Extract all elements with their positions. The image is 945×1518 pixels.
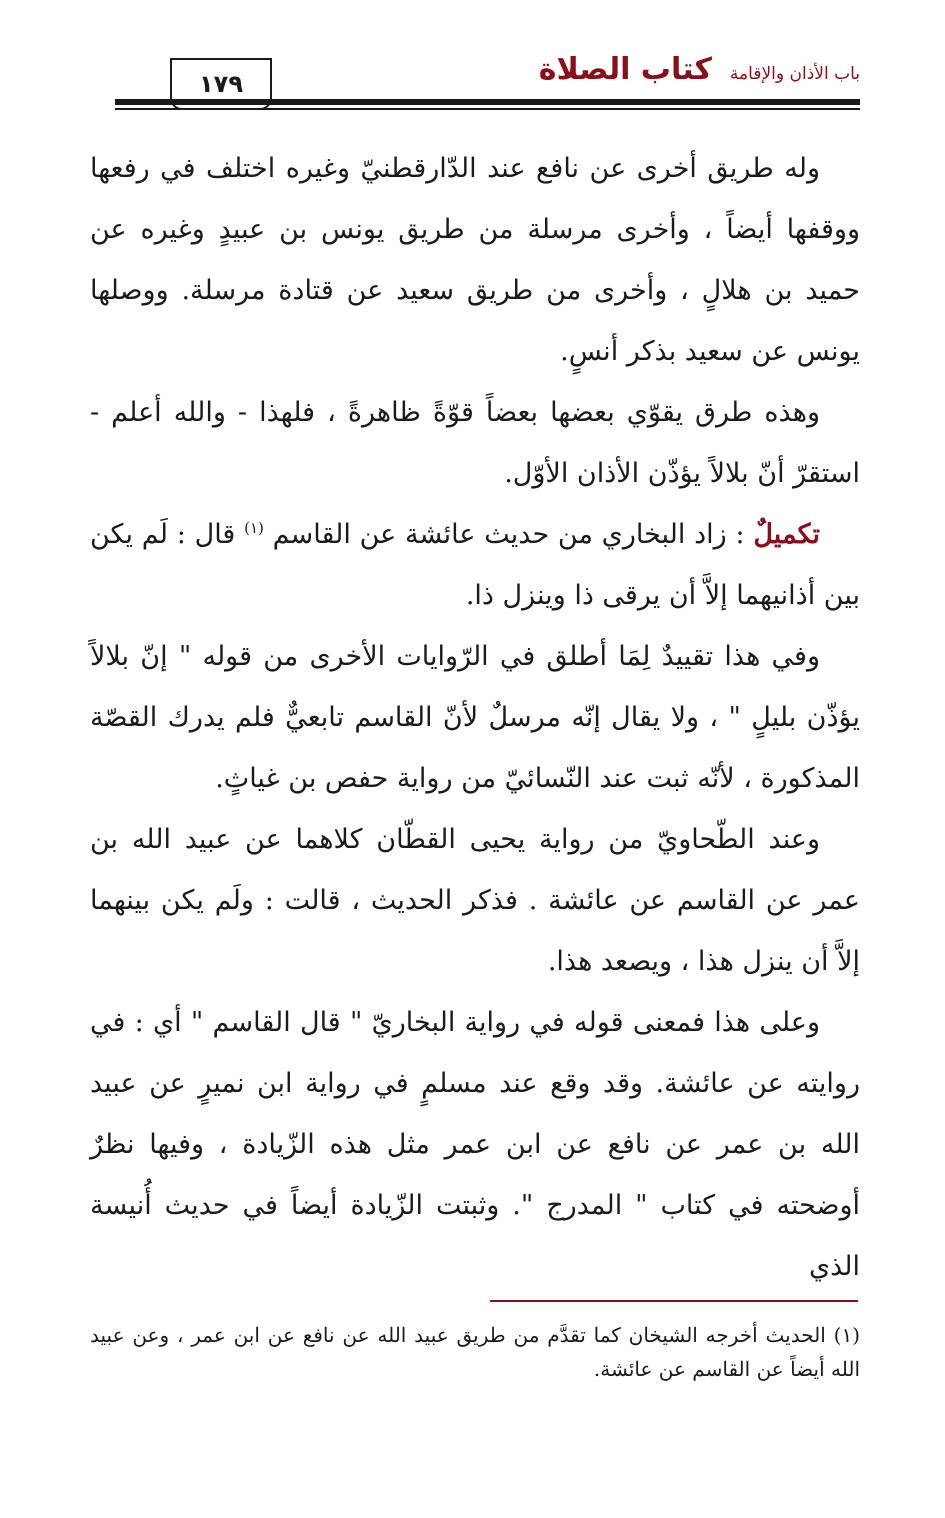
paragraph-6: وعلى هذا فمعنى قوله في رواية البخاريّ " قال القاسم " أي : في روايته عن عائشة. وقد وقع عند مسلمٍ في رواية ابن نميرٍ عن عبيد الله بن عمر عن نافع عن ابن عمر مثل هذه الزّيادة ، وفيها نظرٌ أوضحته في كتاب " المدرج ". وثبتت الزّيادة أيضاً في حديث أُنيسة الذي bbox=[90, 1007, 860, 1282]
paragraph-5: وعند الطّحاويّ من رواية يحيى القطّان كلاهما عن عبيد الله بن عمر عن القاسم عن عائشة . فذكر الحديث ، قالت : ولَم يكن بينهما إلاَّ أن ينزل هذا ، ويصعد هذا. bbox=[90, 824, 860, 977]
section-term: تكميلٌ bbox=[753, 519, 820, 550]
header-rule-thick bbox=[115, 99, 860, 105]
paragraph-4: وفي هذا تقييدٌ لِمَا أطلق في الرّوايات الأخرى من قوله " إنّ بلالاً يؤذّن بليلٍ " ، ولا يقال إنّه مرسلٌ لأنّ القاسم تابعيٌّ فلم يدرك القصّة المذكورة ، لأنّه ثبت عند النّسائيّ من رواية حفص بن غياثٍ. bbox=[90, 641, 860, 794]
main-text bbox=[90, 138, 860, 1297]
chapter-title: باب الأذان والإقامة bbox=[729, 64, 860, 84]
paragraph-1: وله طريق أخرى عن نافع عند الدّارقطنيّ وغيره اختلف في رفعها ووقفها أيضاً ، وأخرى مرسلة من طريق يونس بن عبيدٍ وغيره عن حميد بن هلالٍ ، وأخرى من طريق سعيد عن قتادة مرسلة. ووصلها يونس عن سعيد بذكر أنسٍ. bbox=[90, 153, 860, 367]
footnotes bbox=[90, 1318, 860, 1386]
paragraph-3-text-b: قال : لَم يكن بين أذانيهما إلاَّ أن يرقى ذا وينزل ذا. bbox=[90, 519, 860, 611]
page-header bbox=[0, 0, 945, 120]
footnote-reference[interactable]: (١) bbox=[244, 519, 264, 537]
paragraph-2: وهذه طرق يقوّي بعضها بعضاً قوّةً ظاهرةً ، فلهذا - والله أعلم - استقرّ أنّ بلالاً يؤذّن الأذان الأوّل. bbox=[90, 397, 860, 489]
page-number: ١٧٩ bbox=[170, 58, 272, 110]
footnote-1: (١) الحديث أخرجه الشيخان كما تقدَّم من طريق عبيد الله عن نافع عن ابن عمر ، وعن عبيد الله أيضاً عن القاسم عن عائشة. bbox=[90, 1323, 860, 1381]
footnote-separator bbox=[490, 1300, 858, 1302]
running-title bbox=[539, 52, 860, 87]
paragraph-3-text-a: : زاد البخاري من حديث عائشة عن القاسم bbox=[272, 519, 754, 550]
header-rule-thin bbox=[115, 108, 860, 110]
book-title: كتاب الصلاة bbox=[538, 52, 712, 87]
paragraph-3 bbox=[90, 504, 860, 626]
